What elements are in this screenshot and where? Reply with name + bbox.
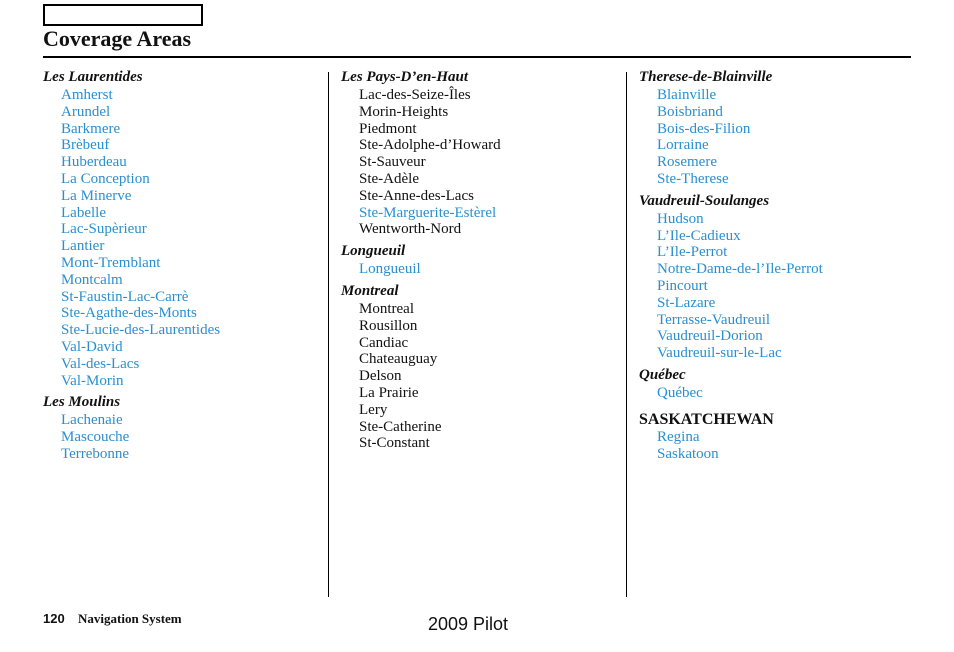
place-item: La Prairie (359, 384, 419, 401)
place-link[interactable]: Terrasse-Vaudreuil (657, 311, 771, 328)
place-link[interactable]: Lachenaie (61, 412, 123, 429)
region-block (43, 68, 323, 389)
place-link[interactable]: Montcalm (61, 271, 123, 288)
place-link[interactable]: Regina (657, 428, 700, 445)
place-link[interactable]: Ste-Agathe-des-Monts (61, 305, 197, 322)
place-link[interactable]: L’Ile-Perrot (657, 244, 728, 261)
place-list (341, 261, 621, 278)
place-link[interactable]: Blainville (657, 87, 717, 103)
place-item: Piedmont (359, 120, 417, 137)
place-link[interactable]: Mascouche (61, 429, 130, 446)
place-link[interactable]: Hudson (657, 210, 704, 227)
region-heading: Montreal (341, 282, 399, 299)
place-list (639, 429, 919, 463)
place-item: Wentworth-Nord (359, 221, 462, 238)
place-link[interactable]: Lac-Supèrieur (61, 221, 147, 238)
region-block (43, 393, 323, 462)
place-item: Delson (359, 368, 402, 385)
place-link[interactable]: La Conception (61, 170, 150, 187)
place-list (43, 87, 323, 389)
region-block (341, 68, 621, 238)
place-link[interactable]: Barkmere (61, 120, 121, 137)
place-list (639, 87, 919, 188)
place-item: Morin-Heights (359, 103, 449, 120)
place-link[interactable]: Terrebonne (61, 445, 130, 462)
place-link[interactable]: La Minerve (61, 187, 132, 204)
place-item: St-Constant (359, 435, 430, 452)
place-list (341, 301, 621, 452)
header-tab-box (43, 4, 203, 26)
footer-section-title: Navigation System (78, 611, 182, 626)
title-rule (43, 56, 911, 58)
place-link[interactable]: Ste-Marguerite-Estèrel (359, 204, 497, 221)
place-link[interactable]: Vaudreuil-Dorion (657, 328, 763, 345)
region-block (341, 242, 621, 278)
place-link[interactable]: Lorraine (657, 137, 709, 154)
place-link[interactable]: Mont-Tremblant (61, 254, 161, 271)
place-link[interactable]: Vaudreuil-sur-le-Lac (657, 345, 782, 362)
place-link[interactable]: Arundel (61, 103, 111, 120)
place-item: Lery (359, 401, 388, 418)
region-heading: Longueuil (341, 243, 406, 260)
place-link[interactable]: Notre-Dame-de-l’Ile-Perrot (657, 261, 823, 278)
region-heading: Therese-de-Blainville (639, 69, 773, 85)
place-item: Candiac (359, 334, 409, 351)
place-link[interactable]: Boisbriand (657, 103, 723, 120)
place-item: Chateauguay (359, 351, 438, 368)
place-item: Ste-Adèle (359, 170, 419, 187)
place-link[interactable]: Rosemere (657, 154, 717, 171)
footer-model: 2009 Pilot (428, 614, 509, 634)
column-2 (341, 68, 621, 456)
region-heading: Les Laurentides (43, 69, 143, 85)
place-link[interactable]: Labelle (61, 204, 106, 221)
region-heading: SASKATCHEWAN (639, 410, 774, 428)
place-item: Rousillon (359, 317, 418, 334)
column-3 (639, 68, 919, 466)
place-list (639, 385, 919, 402)
place-item: Montreal (359, 300, 414, 317)
place-list (341, 87, 621, 238)
region-heading: Québec (639, 366, 686, 383)
place-item: Ste-Adolphe-d’Howard (359, 137, 501, 154)
column-divider-2 (626, 72, 627, 597)
region-block (639, 192, 919, 362)
region-block (639, 366, 919, 402)
place-link[interactable]: Val-David (61, 338, 123, 355)
place-link[interactable]: Longueuil (359, 261, 421, 278)
region-heading: Vaudreuil-Soulanges (639, 192, 770, 209)
place-link[interactable]: Ste-Therese (657, 170, 729, 187)
place-link[interactable]: Amherst (61, 87, 113, 103)
region-heading: Les Pays-D’en-Haut (341, 69, 469, 85)
place-link[interactable]: St-Faustin-Lac-Carrè (61, 288, 189, 305)
place-link[interactable]: Pincourt (657, 277, 708, 294)
page-title: Coverage Areas (43, 26, 192, 51)
column-1 (43, 68, 323, 467)
region-block (639, 68, 919, 188)
place-list (43, 412, 323, 462)
place-link[interactable]: Lantier (61, 238, 105, 255)
place-link[interactable]: L’Ile-Cadieux (657, 227, 741, 244)
place-link[interactable]: Saskatoon (657, 445, 719, 462)
place-link[interactable]: Val-Morin (61, 372, 124, 389)
place-item: Ste-Catherine (359, 418, 442, 435)
region-block (639, 410, 919, 463)
place-list (639, 211, 919, 362)
region-block (341, 282, 621, 452)
place-item: Lac-des-Seize-Îles (359, 87, 471, 103)
place-link[interactable]: Brèbeuf (61, 137, 110, 154)
place-link[interactable]: Québec (657, 384, 703, 401)
place-link[interactable]: St-Lazare (657, 294, 716, 311)
place-link[interactable]: Ste-Lucie-des-Laurentides (61, 322, 221, 339)
place-item: Ste-Anne-des-Lacs (359, 187, 474, 204)
region-heading: Les Moulins (43, 394, 121, 411)
place-link[interactable]: Val-des-Lacs (61, 355, 140, 372)
column-divider-1 (328, 72, 329, 597)
place-link[interactable]: Huberdeau (61, 154, 127, 171)
place-item: St-Sauveur (359, 154, 426, 171)
page-number: 120 (43, 611, 65, 626)
place-link[interactable]: Bois-des-Filion (657, 120, 751, 137)
